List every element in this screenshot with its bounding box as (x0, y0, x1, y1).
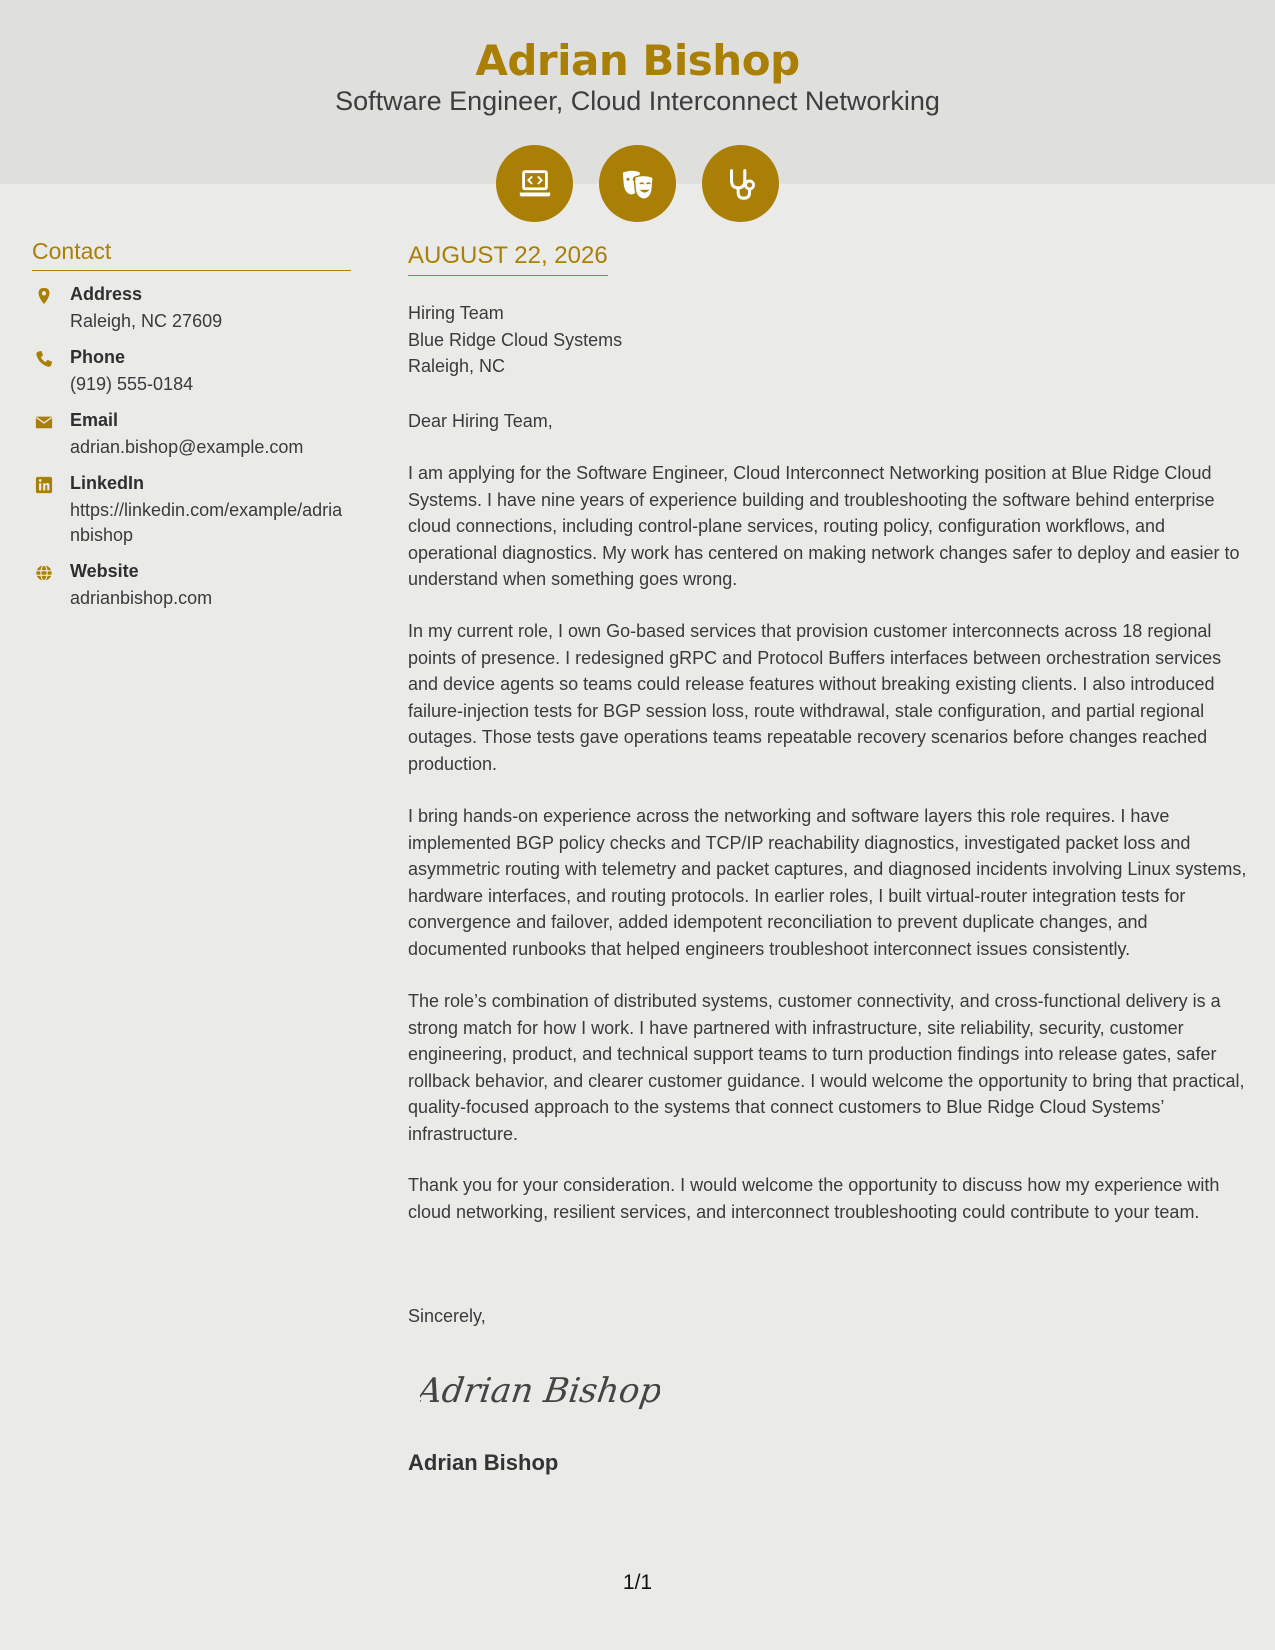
salutation: Dear Hiring Team, (408, 411, 553, 431)
job-title: Software Engineer, Cloud Interconnect Networking (335, 86, 940, 116)
interest-icons (0, 145, 1275, 222)
globe-icon (34, 563, 54, 583)
recipient-block (408, 300, 1250, 380)
letter-paragraph: I bring hands-on experience across the networking and software layers this role requires. I have implemented BGP policy checks and TCP/IP reachability diagnostics, investigated packet loss and asymmetric routing with telemetry and packet captures, and diagnosed incidents involving Linux systems, hardware interfaces, and routing protocols. In earlier roles, I built virtual-router integration tests for convergence and failover, added idempotent reconciliation to prevent duplicate changes, and documented runbooks that helped engineers troubleshoot interconnect issues consistently. (408, 806, 1247, 959)
recipient-line: Hiring Team (408, 303, 504, 323)
laptop-code-icon (496, 145, 573, 222)
letter-paragraph: The role’s combination of distributed systems, customer connectivity, and cross-functional delivery is a strong match for how I work. I have partnered with infrastructure, site reliability, security, customer engineering, product, and technical support teams to turn production findings into release gates, safer rollback behavior, and clearer customer guidance. I would welcome the opportunity to bring that practical, quality-focused approach to the systems that connect customers to Blue Ridge Cloud Systems’ infrastructure. (408, 991, 1245, 1144)
letter-paragraph: In my current role, I own Go-based services that provision customer interconnects across 18 regional points of presence. I redesigned gRPC and Protocol Buffers interfaces between orchestration services and device agents so teams could release features without breaking existing clients. I also introduced failure-injection tests for BGP session loss, route withdrawal, stale configuration, and partial regional outages. Those tests gave operations teams repeatable recovery scenarios before changes reached production. (408, 621, 1222, 774)
contact-value: (919) 555-0184 (70, 374, 194, 394)
handwritten-signature (420, 1360, 660, 1425)
contact-value: https://linkedin.com/example/adrianbishop (70, 500, 343, 545)
closing: Sincerely, (408, 1306, 486, 1326)
letter-date: AUGUST 22, 2026 (408, 242, 608, 276)
map-pin-icon (34, 286, 54, 306)
contact-value: adrian.bishop@example.com (70, 437, 304, 457)
contact-label: Address (70, 284, 143, 304)
contact-label: Email (70, 410, 119, 430)
letter-paragraph: I am applying for the Software Engineer, Cloud Interconnect Networking position at Blue Ridge Cloud Systems. I have nine years of experience building and troubleshooting the software behind enterprise cloud connections, including control-plane services, routing policy, configuration workflows, and operational diagnostics. My work has centered on making network changes safer to deploy and easier to understand when something goes wrong. (408, 463, 1240, 589)
svg-text:Adrian Bishop: Adrian Bishop (420, 1371, 660, 1411)
stethoscope-icon (702, 145, 779, 222)
contact-label: LinkedIn (70, 473, 145, 493)
theater-masks-icon (599, 145, 676, 222)
signed-name: Adrian Bishop (408, 1450, 559, 1475)
letter-paragraph: Thank you for your consideration. I would welcome the opportunity to discuss how my experience with cloud networking, resilient services, and interconnect troubleshooting could contribute to your team. (408, 1175, 1220, 1222)
contact-heading: Contact (32, 238, 351, 271)
linkedin-icon (34, 475, 54, 495)
contact-label: Website (70, 561, 139, 581)
contact-label: Phone (70, 347, 126, 367)
envelope-icon (34, 412, 54, 432)
page-number: 1/1 (622, 1571, 653, 1594)
contact-value: adrianbishop.com (70, 588, 213, 608)
applicant-name: Adrian Bishop (475, 36, 800, 85)
recipient-line: Raleigh, NC (408, 356, 506, 376)
contact-value: Raleigh, NC 27609 (70, 311, 223, 331)
recipient-line: Blue Ridge Cloud Systems (408, 329, 623, 350)
phone-icon (34, 349, 54, 369)
